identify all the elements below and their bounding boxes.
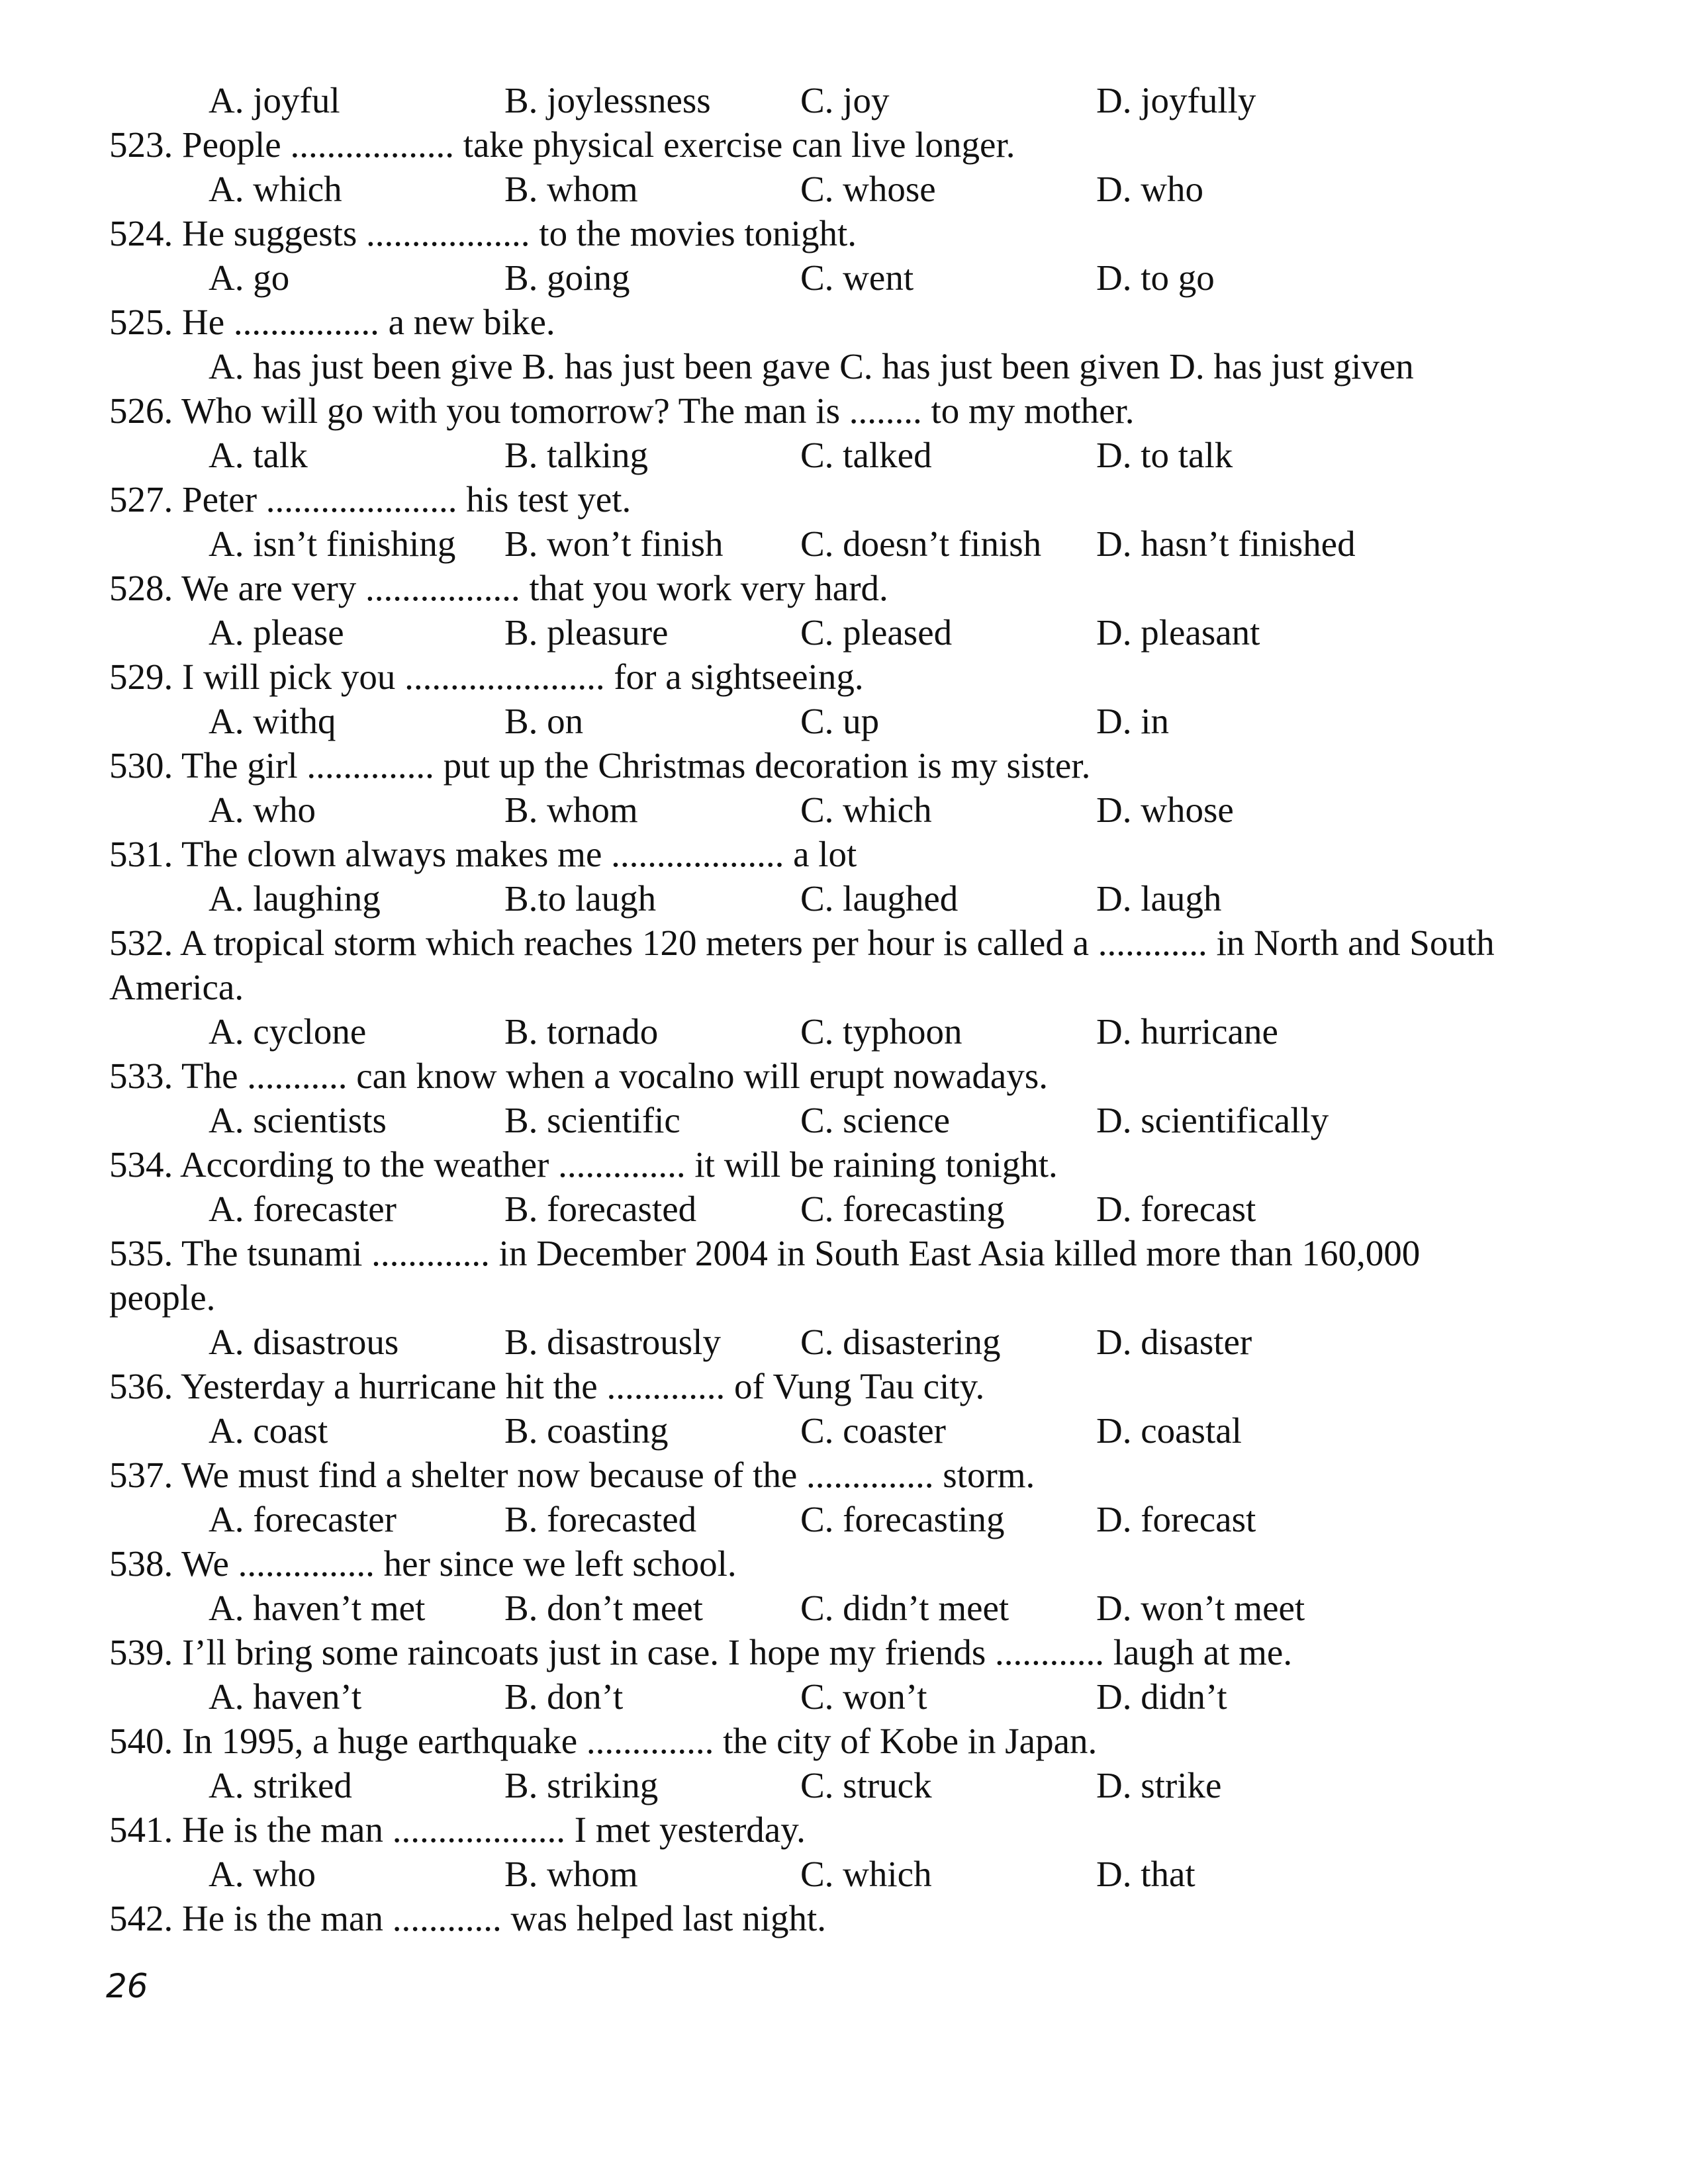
page-number: 26 — [106, 1967, 148, 2005]
option-b: B. whom — [504, 169, 638, 209]
options-inline: A. has just been give B. has just been gave C. has just been given D. has just given — [209, 346, 1414, 387]
option-c: C. which — [800, 790, 932, 830]
option-d: D. that — [1096, 1854, 1196, 1894]
question-text: 526. Who will go with you tomorrow? The man is ........ to my mother. — [109, 390, 1135, 431]
option-b: B. forecasted — [504, 1189, 697, 1229]
options-row — [109, 78, 1599, 122]
question-text: 531. The clown always makes me ................... a lot — [109, 834, 857, 874]
option-b: B. striking — [504, 1765, 659, 1805]
question-text: 530. The girl .............. put up the Christmas decoration is my sister. — [109, 745, 1091, 786]
option-a: A. please — [209, 612, 344, 653]
option-d: D. coastal — [1096, 1410, 1242, 1451]
option-d: D. disaster — [1096, 1322, 1252, 1362]
option-a: A. who — [209, 1854, 316, 1894]
options-row — [109, 1187, 1599, 1231]
question-text: 527. Peter ..................... his test yet. — [109, 479, 632, 520]
options-row — [109, 255, 1599, 300]
option-a: A. haven’t — [209, 1676, 362, 1717]
option-a: A. striked — [209, 1765, 352, 1805]
option-b: B.to laugh — [504, 878, 657, 919]
options-row — [109, 1408, 1599, 1453]
option-d: D. hasn’t finished — [1096, 523, 1356, 564]
option-c: C. pleased — [800, 612, 953, 653]
question-text: 534. According to the weather .............. it will be raining tonight. — [109, 1144, 1058, 1185]
option-c: C. went — [800, 257, 914, 298]
option-b: B. joylessness — [504, 80, 711, 120]
question-text: 523. People .................. take physical exercise can live longer. — [109, 124, 1015, 165]
options-row — [109, 433, 1599, 477]
option-b: B. disastrously — [504, 1322, 721, 1362]
question-list — [109, 122, 1599, 1940]
worksheet-page — [109, 78, 1599, 1940]
option-b: B. don’t meet — [504, 1588, 703, 1628]
option-d: D. won’t meet — [1096, 1588, 1305, 1628]
question-text: 537. We must find a shelter now because of the .............. storm. — [109, 1455, 1035, 1495]
option-c: C. talked — [800, 435, 932, 475]
options-row — [109, 1763, 1599, 1807]
option-d: D. joyfully — [1096, 80, 1256, 120]
option-b: B. tornado — [504, 1011, 659, 1052]
option-d: D. to go — [1096, 257, 1215, 298]
options-row — [109, 1320, 1599, 1364]
option-d: D. forecast — [1096, 1189, 1256, 1229]
option-a: A. who — [209, 790, 316, 830]
options-row — [109, 788, 1599, 832]
options-row — [109, 522, 1599, 566]
question-text: 532. A tropical storm which reaches 120 meters per hour is called a ............ in North and South — [109, 923, 1495, 963]
question-text: 529. I will pick you ...................... for a sightseeing. — [109, 657, 864, 697]
question-text-continued: people. — [109, 1277, 216, 1318]
option-a: A. disastrous — [209, 1322, 399, 1362]
option-d: D. whose — [1096, 790, 1234, 830]
options-row — [109, 1497, 1599, 1541]
option-c: C. whose — [800, 169, 936, 209]
option-a: A. coast — [209, 1410, 328, 1451]
option-c: C. up — [800, 701, 880, 741]
option-c: C. struck — [800, 1765, 932, 1805]
option-d: D. laugh — [1096, 878, 1222, 919]
question-text: 538. We ............... her since we left school. — [109, 1543, 737, 1584]
option-c: C. coaster — [800, 1410, 946, 1451]
option-c: C. which — [800, 1854, 932, 1894]
question-text: 541. He is the man ................... I met yesterday. — [109, 1809, 806, 1850]
question-text: 542. He is the man ............ was helped last night. — [109, 1898, 827, 1938]
options-row — [109, 1009, 1599, 1054]
option-b: B. scientific — [504, 1100, 680, 1140]
option-d: D. didn’t — [1096, 1676, 1227, 1717]
options-row — [109, 1586, 1599, 1630]
option-b: B. pleasure — [504, 612, 669, 653]
option-d: D. to talk — [1096, 435, 1233, 475]
option-d: D. in — [1096, 701, 1169, 741]
option-b: B. coasting — [504, 1410, 669, 1451]
option-b: B. whom — [504, 1854, 638, 1894]
options-row — [109, 699, 1599, 743]
option-a: A. which — [209, 169, 342, 209]
option-a: A. cyclone — [209, 1011, 367, 1052]
question-text: 525. He ................ a new bike. — [109, 302, 555, 342]
question-text: 535. The tsunami ............. in December 2004 in South East Asia killed more than 160,000 — [109, 1233, 1421, 1273]
option-b: B. on — [504, 701, 584, 741]
option-b: B. talking — [504, 435, 648, 475]
option-c: C. science — [800, 1100, 951, 1140]
option-a: A. withq — [209, 701, 336, 741]
option-a: A. forecaster — [209, 1499, 397, 1539]
option-a: A. scientists — [209, 1100, 387, 1140]
option-a: A. isn’t finishing — [209, 523, 456, 564]
options-row — [109, 876, 1599, 921]
option-b: B. forecasted — [504, 1499, 697, 1539]
option-c: C. laughed — [800, 878, 959, 919]
option-c: C. won’t — [800, 1676, 927, 1717]
option-a: A. forecaster — [209, 1189, 397, 1229]
question-text: 539. I’ll bring some raincoats just in case. I hope my friends ............ laugh at me. — [109, 1632, 1293, 1672]
options-row — [109, 610, 1599, 655]
options-row — [109, 1098, 1599, 1142]
option-c: C. typhoon — [800, 1011, 962, 1052]
option-a: A. talk — [209, 435, 308, 475]
option-d: D. who — [1096, 169, 1203, 209]
question-text: 528. We are very ................. that you work very hard. — [109, 568, 888, 608]
option-d: D. pleasant — [1096, 612, 1260, 653]
option-c: C. forecasting — [800, 1189, 1005, 1229]
option-d: D. strike — [1096, 1765, 1222, 1805]
question-text: 533. The ........... can know when a vocalno will erupt nowadays. — [109, 1056, 1048, 1096]
option-d: D. scientifically — [1096, 1100, 1329, 1140]
question-text: 524. He suggests .................. to the movies tonight. — [109, 213, 857, 253]
question-text-continued: America. — [109, 967, 244, 1007]
option-b: B. don’t — [504, 1676, 624, 1717]
options-row — [109, 1674, 1599, 1719]
question-text: 536. Yesterday a hurricane hit the ............. of Vung Tau city. — [109, 1366, 985, 1406]
option-c: C. forecasting — [800, 1499, 1005, 1539]
question-text: 540. In 1995, a huge earthquake .............. the city of Kobe in Japan. — [109, 1721, 1098, 1761]
option-a: A. joyful — [209, 80, 340, 120]
options-row — [109, 1852, 1599, 1896]
option-d: D. forecast — [1096, 1499, 1256, 1539]
option-c: C. joy — [800, 80, 890, 120]
option-b: B. won’t finish — [504, 523, 724, 564]
options-row — [109, 167, 1599, 211]
option-c: C. doesn’t finish — [800, 523, 1042, 564]
option-d: D. hurricane — [1096, 1011, 1278, 1052]
option-a: A. haven’t met — [209, 1588, 426, 1628]
option-a: A. go — [209, 257, 290, 298]
option-c: C. disastering — [800, 1322, 1001, 1362]
option-a: A. laughing — [209, 878, 381, 919]
option-b: B. whom — [504, 790, 638, 830]
option-b: B. going — [504, 257, 630, 298]
option-c: C. didn’t meet — [800, 1588, 1009, 1628]
